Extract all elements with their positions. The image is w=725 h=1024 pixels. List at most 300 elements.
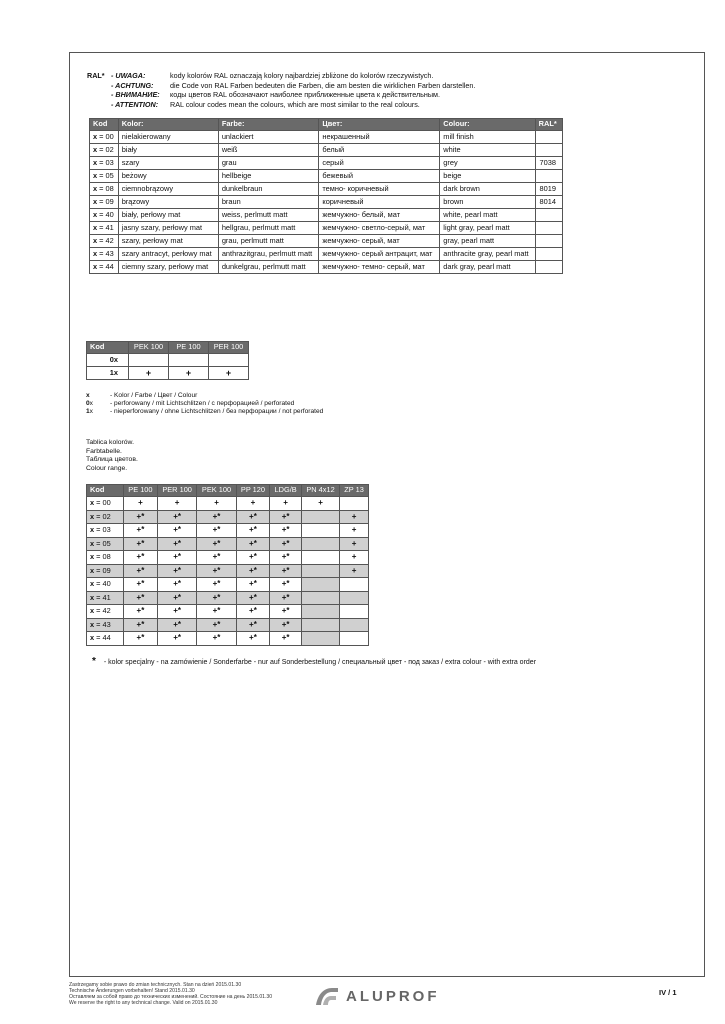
colour-ru: некрашенный xyxy=(319,131,440,144)
code-x: x xyxy=(93,261,98,271)
code-x: x xyxy=(93,222,98,232)
code-cell xyxy=(90,196,119,209)
footer-line: Technische Änderungen vorbehalten! Stand 2015.01.30 xyxy=(69,988,195,994)
availability-cell: +* xyxy=(236,632,270,646)
colour-ru: коричневый xyxy=(319,196,440,209)
legend-key-main: 1 xyxy=(86,408,90,416)
code-value: = 43 xyxy=(97,248,114,258)
range-title-line: Tablica kolorów. xyxy=(86,439,134,446)
note-label: - ВНИМАНИЕ: xyxy=(111,90,160,99)
table-row xyxy=(90,183,563,196)
colour-pl: ciemnobrązowy xyxy=(118,183,218,196)
code-cell xyxy=(90,157,119,170)
ral-code: 8019 xyxy=(535,183,562,196)
code-x: x xyxy=(93,144,98,154)
colour-en: dark gray, pearl matt xyxy=(440,261,535,274)
column-header: Kolor: xyxy=(118,119,218,131)
code-x: x xyxy=(90,538,95,548)
column-header: PER 100 xyxy=(157,485,197,497)
availability-cell: +* xyxy=(197,564,236,578)
table-row xyxy=(87,564,369,578)
availability-cell xyxy=(301,551,339,565)
perforation-table xyxy=(86,341,249,380)
availability-cell: +* xyxy=(270,632,302,646)
column-header: PEK 100 xyxy=(129,342,169,354)
availability-cell: +* xyxy=(236,510,270,524)
range-title-line: Таблица цветов. xyxy=(86,456,138,464)
ral-code xyxy=(535,209,562,222)
availability-cell: +* xyxy=(270,510,302,524)
legend-row xyxy=(86,408,323,416)
table-row xyxy=(90,170,563,183)
availability-cell: +* xyxy=(270,618,302,632)
availability-cell xyxy=(340,632,369,646)
footer-line: We reserve the right to any technical change. Valid on 2015.01.30 xyxy=(69,1000,218,1006)
note-row xyxy=(87,90,475,100)
availability-cell xyxy=(301,591,339,605)
colour-de: weiss, perlmutt matt xyxy=(218,209,319,222)
special-colour-footnote xyxy=(92,656,536,667)
note-row xyxy=(87,100,475,110)
table-row xyxy=(90,222,563,235)
code-x: x xyxy=(93,131,98,141)
note-text: коды цветов RAL обозначают наиболее приближенные цвета к действительным. xyxy=(170,90,440,99)
asterisk-mark: * xyxy=(92,656,96,667)
code-cell xyxy=(87,605,124,619)
code-x: x xyxy=(90,552,95,561)
availability-cell xyxy=(129,354,169,367)
note-label-cell xyxy=(111,100,170,110)
code-cell xyxy=(90,183,119,196)
availability-cell: +* xyxy=(157,605,197,619)
colour-en: white xyxy=(440,144,535,157)
table-row xyxy=(90,157,563,170)
colour-de: dunkelbraun xyxy=(218,183,319,196)
code-value: = 03 xyxy=(97,157,114,167)
code-x: x xyxy=(113,367,118,377)
availability-cell xyxy=(301,578,339,592)
code-x: x xyxy=(90,525,95,534)
availability-cell: +* xyxy=(236,537,270,551)
code-x: x xyxy=(90,565,95,575)
availability-cell: + xyxy=(197,497,236,511)
colour-en: anthracite gray, pearl matt xyxy=(440,248,535,261)
ral-code: 8014 xyxy=(535,196,562,209)
ral-notes xyxy=(87,71,475,109)
column-header: Цвет: xyxy=(319,119,440,131)
code-cell xyxy=(87,354,129,367)
availability-cell xyxy=(301,564,339,578)
code-value: = 42 xyxy=(97,235,114,245)
code-value: = 41 xyxy=(94,592,111,602)
colour-ru: белый xyxy=(319,144,440,157)
code-x: x xyxy=(93,170,98,180)
note-text: kody kolorów RAL oznaczają kolory najbardziej zbliżone do kolorów rzeczywistych. xyxy=(170,71,434,80)
table-row xyxy=(90,131,563,144)
availability-cell: + xyxy=(340,551,369,565)
footer-line: Оставляем за собой право до технических изменений. Состояние на день 2015.01.30 xyxy=(69,994,273,1000)
availability-cell xyxy=(209,354,249,367)
legend-key-main: 0 xyxy=(86,400,90,408)
availability-cell: +* xyxy=(236,605,270,619)
code-cell xyxy=(87,551,124,565)
availability-cell: +* xyxy=(270,564,302,578)
legend-text: - Kolor / Farbe / Цвет / Colour xyxy=(110,392,198,399)
table-row xyxy=(90,209,563,222)
code-cell xyxy=(90,170,119,183)
colour-de: dunkelgrau, perlmutt matt xyxy=(218,261,319,274)
availability-cell: + xyxy=(301,497,339,511)
availability-cell: +* xyxy=(157,537,197,551)
code-value: = 41 xyxy=(97,222,114,232)
availability-cell: +* xyxy=(124,524,158,538)
availability-cell: + xyxy=(340,564,369,578)
code-value: = 05 xyxy=(94,538,111,548)
colour-pl: szary, perłowy mat xyxy=(118,235,218,248)
code-x: x xyxy=(90,606,95,615)
page-number: IV / 1 xyxy=(659,988,677,997)
code-x: x xyxy=(113,354,118,364)
code-cell xyxy=(90,248,119,261)
availability-cell: +* xyxy=(270,591,302,605)
availability-cell: + xyxy=(340,524,369,538)
availability-cell: +* xyxy=(157,510,197,524)
availability-cell: +* xyxy=(197,537,236,551)
range-title-line: Colour range. xyxy=(86,464,128,472)
colour-ru: жемчужно- серый, мат xyxy=(319,235,440,248)
ral-code xyxy=(535,222,562,235)
colour-ru: серый xyxy=(319,157,440,170)
code-cell xyxy=(87,618,124,632)
column-header: PE 100 xyxy=(169,342,209,354)
column-header: Kod xyxy=(87,342,129,354)
availability-cell: +* xyxy=(197,578,236,592)
availability-cell: +* xyxy=(124,551,158,565)
availability-cell: + xyxy=(340,537,369,551)
availability-cell: +* xyxy=(157,564,197,578)
availability-cell: +* xyxy=(197,551,236,565)
code-x: x xyxy=(90,511,95,521)
colour-ru: темно- коричневый xyxy=(319,183,440,196)
availability-cell xyxy=(301,618,339,632)
availability-cell xyxy=(340,605,369,619)
colour-ru: бежевый xyxy=(319,170,440,183)
table-row xyxy=(87,578,369,592)
code-value: = 08 xyxy=(97,183,114,193)
code-cell xyxy=(87,367,129,380)
availability-cell xyxy=(301,632,339,646)
availability-cell: +* xyxy=(197,591,236,605)
ral-code xyxy=(535,248,562,261)
code-value: = 44 xyxy=(97,261,114,271)
availability-cell: +* xyxy=(270,524,302,538)
code-value: = 05 xyxy=(97,170,114,180)
code-value: = 09 xyxy=(94,565,111,575)
colour-en: dark brown xyxy=(440,183,535,196)
note-text: RAL colour codes mean the colours, which are most similar to the real colours. xyxy=(170,99,420,109)
colour-ru: жемчужно- серый антрацит, мат xyxy=(319,248,440,261)
availability-cell xyxy=(340,618,369,632)
table-row xyxy=(87,551,369,565)
availability-cell: +* xyxy=(270,605,302,619)
column-header: Kod xyxy=(87,485,124,497)
colour-pl: szary antracyt, perłowy mat xyxy=(118,248,218,261)
legend-key xyxy=(86,408,110,416)
colour-range-title xyxy=(86,439,138,473)
availability-cell: +* xyxy=(197,618,236,632)
legend-row xyxy=(86,392,323,400)
table-row xyxy=(87,354,249,367)
availability-cell: +* xyxy=(157,618,197,632)
column-header: LDG/B xyxy=(270,485,302,497)
colour-de: grau xyxy=(218,157,319,170)
note-label-cell xyxy=(111,81,170,91)
colour-table xyxy=(89,118,563,274)
column-header: PP 120 xyxy=(236,485,270,497)
legend-key-suffix: x xyxy=(89,400,93,408)
colour-de: anthrazitgrau, perlmutt matt xyxy=(218,248,319,261)
column-header: PE 100 xyxy=(124,485,158,497)
colour-de: braun xyxy=(218,196,319,209)
availability-cell: +* xyxy=(157,551,197,565)
column-header: ZP 13 xyxy=(340,485,369,497)
availability-cell: +* xyxy=(124,564,158,578)
availability-cell: +* xyxy=(270,578,302,592)
availability-cell: +* xyxy=(124,618,158,632)
column-header: PN 4x12 xyxy=(301,485,339,497)
colour-de: weiß xyxy=(218,144,319,157)
availability-cell: + xyxy=(157,497,197,511)
availability-cell: +* xyxy=(197,605,236,619)
colour-de: grau, perlmutt matt xyxy=(218,235,319,248)
code-x: x xyxy=(93,183,98,193)
colour-ru: жемчужно- темно- серый, мат xyxy=(319,261,440,274)
ral-code xyxy=(535,170,562,183)
legend-text: - perforowany / mit Lichtschlitzen / с перфорацией / perforated xyxy=(110,400,295,408)
code-legend xyxy=(86,392,323,417)
availability-cell xyxy=(301,510,339,524)
availability-cell: + xyxy=(129,367,169,380)
note-prefix xyxy=(87,90,111,100)
code-digit: 1 xyxy=(109,367,114,377)
availability-cell: + xyxy=(236,497,270,511)
code-cell xyxy=(87,564,124,578)
code-x: x xyxy=(93,248,98,258)
code-value: = 03 xyxy=(94,525,111,534)
note-prefix: RAL* xyxy=(87,71,105,80)
code-x: x xyxy=(93,157,98,167)
availability-cell xyxy=(169,354,209,367)
table-row xyxy=(87,537,369,551)
code-cell xyxy=(87,632,124,646)
code-value: = 08 xyxy=(94,552,111,561)
availability-cell: +* xyxy=(124,632,158,646)
colour-en: mill finish xyxy=(440,131,535,144)
availability-cell: +* xyxy=(236,578,270,592)
note-label: - ACHTUNG: xyxy=(111,80,154,90)
logo-wordmark: ALUPROF xyxy=(346,987,440,1005)
colour-de: unlackiert xyxy=(218,131,319,144)
table-row xyxy=(87,367,249,380)
code-cell xyxy=(87,524,124,538)
availability-cell: +* xyxy=(197,524,236,538)
availability-cell: +* xyxy=(236,551,270,565)
availability-cell: +* xyxy=(157,524,197,538)
note-row xyxy=(87,81,475,91)
colour-pl: ciemny szary, perłowy mat xyxy=(118,261,218,274)
availability-cell xyxy=(301,537,339,551)
availability-cell: +* xyxy=(236,564,270,578)
code-cell xyxy=(90,144,119,157)
colour-pl: szary xyxy=(118,157,218,170)
availability-cell: + xyxy=(209,367,249,380)
table-row xyxy=(87,510,369,524)
footer-disclaimer xyxy=(69,982,272,1006)
code-cell xyxy=(87,510,124,524)
colour-pl: brązowy xyxy=(118,196,218,209)
availability-cell: +* xyxy=(157,578,197,592)
colour-en: beige xyxy=(440,170,535,183)
code-value: = 43 xyxy=(94,619,111,629)
code-value: = 00 xyxy=(97,131,114,141)
range-title-line: Farbtabelle. xyxy=(86,447,122,455)
availability-cell: + xyxy=(340,510,369,524)
colour-pl: biały xyxy=(118,144,218,157)
colour-pl: jasny szary, perłowy mat xyxy=(118,222,218,235)
ral-code xyxy=(535,144,562,157)
note-label-cell xyxy=(111,71,170,81)
footnote-text: - kolor specjalny - na zamówienie / Sonderfarbe - nur auf Sonderbestellung / специальный цвет - под заказ / extra colour - with extra order xyxy=(103,659,537,666)
column-header: PEK 100 xyxy=(197,485,236,497)
table-row xyxy=(87,632,369,646)
availability-cell: +* xyxy=(270,551,302,565)
code-cell xyxy=(87,591,124,605)
legend-key-main: x xyxy=(86,392,90,399)
column-header: Colour: xyxy=(440,119,535,131)
colour-en: brown xyxy=(440,196,535,209)
availability-cell: +* xyxy=(157,591,197,605)
note-label-cell xyxy=(111,90,170,100)
colour-en: grey xyxy=(440,157,535,170)
availability-cell: +* xyxy=(197,632,236,646)
column-header: PER 100 xyxy=(209,342,249,354)
ral-code xyxy=(535,131,562,144)
colour-de: hellgrau, perlmutt matt xyxy=(218,222,319,235)
legend-key xyxy=(86,392,110,400)
availability-cell: +* xyxy=(124,578,158,592)
legend-text: - nieperforowany / ohne Lichtschlitzen / без перфорации / not perforated xyxy=(110,408,324,416)
colour-en: gray, pearl matt xyxy=(440,235,535,248)
availability-cell: +* xyxy=(157,632,197,646)
column-header: Kod xyxy=(90,119,119,131)
note-label: - ATTENTION: xyxy=(111,99,159,109)
availability-cell: +* xyxy=(236,524,270,538)
column-header: Farbe: xyxy=(218,119,319,131)
table-row xyxy=(87,591,369,605)
table-row xyxy=(87,618,369,632)
code-value: = 42 xyxy=(94,606,111,615)
table-row xyxy=(90,248,563,261)
colour-en: white, pearl matt xyxy=(440,209,535,222)
colour-de: hellbeige xyxy=(218,170,319,183)
column-header: RAL* xyxy=(535,119,562,131)
availability-cell xyxy=(340,591,369,605)
code-x: x xyxy=(93,209,98,219)
availability-cell xyxy=(340,578,369,592)
availability-cell: +* xyxy=(236,618,270,632)
availability-cell: +* xyxy=(197,510,236,524)
colour-pl: beżowy xyxy=(118,170,218,183)
availability-cell xyxy=(340,497,369,511)
code-value: = 40 xyxy=(94,579,111,588)
code-value: = 02 xyxy=(94,511,111,521)
code-value: = 09 xyxy=(97,196,114,206)
availability-cell: +* xyxy=(124,537,158,551)
table-row xyxy=(87,497,369,511)
availability-cell: +* xyxy=(270,537,302,551)
table-row xyxy=(90,144,563,157)
legend-key-suffix: x xyxy=(89,408,93,416)
colour-pl: biały, perłowy mat xyxy=(118,209,218,222)
table-row xyxy=(90,235,563,248)
code-x: x xyxy=(90,619,95,629)
code-value: = 40 xyxy=(97,209,114,219)
code-cell xyxy=(90,131,119,144)
note-label: - UWAGA: xyxy=(111,71,146,80)
code-value: = 44 xyxy=(94,633,111,642)
code-cell xyxy=(90,235,119,248)
table-row xyxy=(87,524,369,538)
aluprof-mark-icon xyxy=(314,986,340,1006)
aluprof-logo xyxy=(314,986,440,1006)
availability-cell xyxy=(301,605,339,619)
code-cell xyxy=(87,578,124,592)
availability-cell xyxy=(301,524,339,538)
availability-cell: +* xyxy=(124,605,158,619)
code-x: x xyxy=(93,235,98,245)
code-value: = 02 xyxy=(97,144,114,154)
availability-cell: +* xyxy=(124,591,158,605)
colour-pl: nielakierowany xyxy=(118,131,218,144)
ral-code xyxy=(535,261,562,274)
table-row xyxy=(87,605,369,619)
note-text: die Code von RAL Farben bedeuten die Farben, die am besten die wirklichen Farben darstellen. xyxy=(170,80,476,90)
availability-cell: + xyxy=(124,497,158,511)
code-cell xyxy=(90,222,119,235)
legend-key xyxy=(86,400,110,408)
availability-cell: + xyxy=(270,497,302,511)
availability-cell: +* xyxy=(236,591,270,605)
footer-line: Zastrzegamy sobie prawo do zmian technicznych. Stan na dzień 2015.01.30 xyxy=(69,982,242,988)
code-value: = 00 xyxy=(94,498,111,507)
table-row xyxy=(90,196,563,209)
code-x: x xyxy=(90,633,95,642)
code-cell xyxy=(90,209,119,222)
colour-ru: жемчужно- белый, мат xyxy=(319,209,440,222)
availability-cell: + xyxy=(169,367,209,380)
code-digit: 0 xyxy=(109,354,114,364)
code-cell xyxy=(90,261,119,274)
note-row xyxy=(87,71,475,81)
code-cell xyxy=(87,497,124,511)
code-x: x xyxy=(93,196,98,206)
code-x: x xyxy=(90,579,95,588)
note-prefix xyxy=(87,100,111,110)
code-x: x xyxy=(90,498,95,507)
ral-code: 7038 xyxy=(535,157,562,170)
note-prefix xyxy=(87,81,111,91)
availability-cell: +* xyxy=(124,510,158,524)
